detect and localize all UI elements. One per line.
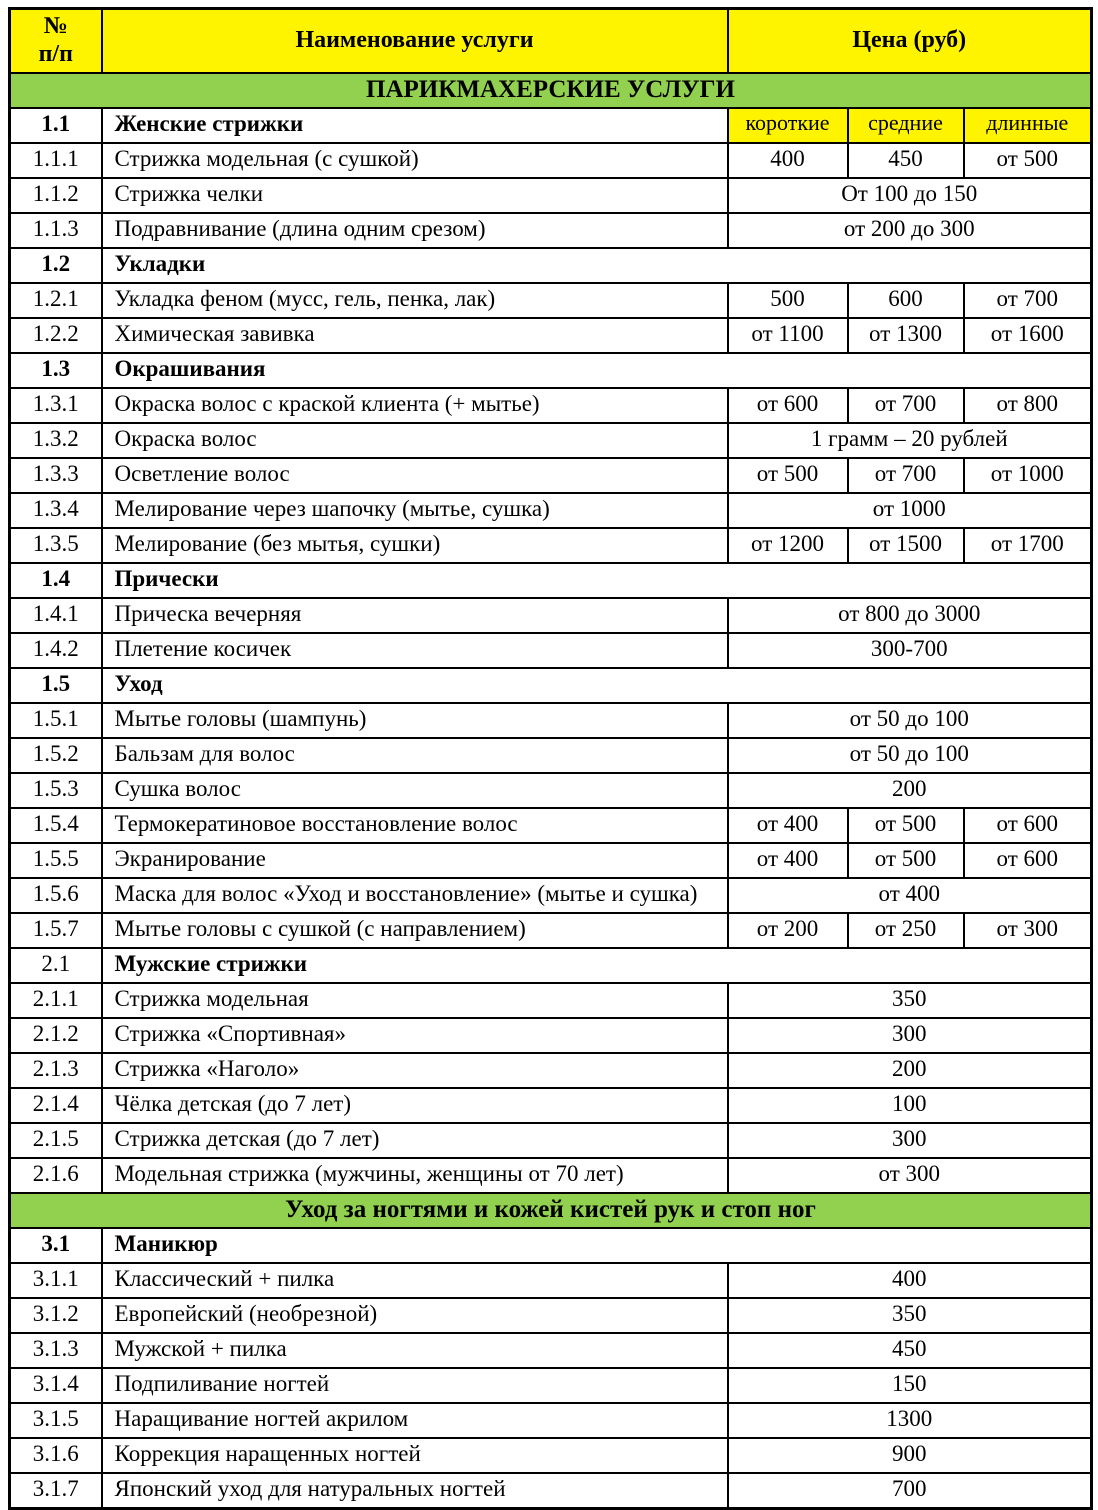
table-row [10, 178, 1092, 213]
price-cell: от 400 [728, 808, 848, 843]
table-row [10, 1473, 1092, 1509]
table-row [10, 1158, 1092, 1193]
price-cell: от 400 [728, 878, 1092, 913]
price-table-body [10, 73, 1092, 1509]
service-name-cell: Стрижка модельная [102, 983, 728, 1018]
row-number-cell: 2.1.4 [10, 1088, 102, 1123]
row-number-cell: 3.1.2 [10, 1298, 102, 1333]
price-cell: от 800 до 3000 [728, 598, 1092, 633]
row-number-cell: 1.4.2 [10, 633, 102, 668]
service-name-cell: Стрижка детская (до 7 лет) [102, 1123, 728, 1158]
group-name-cell: Укладки [102, 248, 1092, 283]
price-cell: 300 [728, 1018, 1092, 1053]
price-cell: 400 [728, 143, 848, 178]
price-cell: от 250 [848, 913, 964, 948]
price-cell: от 200 до 300 [728, 213, 1092, 248]
price-subheader-cell: короткие [728, 108, 848, 143]
table-row [10, 703, 1092, 738]
table-row [10, 388, 1092, 423]
table-row [10, 598, 1092, 633]
row-number-cell: 1.5.1 [10, 703, 102, 738]
group-name-cell: Уход [102, 668, 1092, 703]
price-cell: От 100 до 150 [728, 178, 1092, 213]
service-name-cell: Укладка феном (мусс, гель, пенка, лак) [102, 283, 728, 318]
service-name-cell: Европейский (необрезной) [102, 1298, 728, 1333]
service-name-cell: Подпиливание ногтей [102, 1368, 728, 1403]
table-row [10, 948, 1092, 983]
table-row [10, 1053, 1092, 1088]
table-row [10, 108, 1092, 143]
price-cell: от 50 до 100 [728, 738, 1092, 773]
table-row [10, 248, 1092, 283]
row-number-cell: 1.5.7 [10, 913, 102, 948]
price-cell: от 600 [728, 388, 848, 423]
service-name-cell: Наращивание ногтей акрилом [102, 1403, 728, 1438]
row-number-cell: 1.1.3 [10, 213, 102, 248]
table-row [10, 1018, 1092, 1053]
table-row [10, 1368, 1092, 1403]
price-cell: 900 [728, 1438, 1092, 1473]
table-row [10, 493, 1092, 528]
table-row [10, 843, 1092, 878]
group-name-cell: Окрашивания [102, 353, 1092, 388]
row-number-cell: 1.3 [10, 353, 102, 388]
service-name-cell: Сушка волос [102, 773, 728, 808]
row-number-cell: 1.5.5 [10, 843, 102, 878]
price-cell: 300 [728, 1123, 1092, 1158]
price-cell: 100 [728, 1088, 1092, 1123]
price-cell: от 1300 [848, 318, 964, 353]
col-header-service-name: Наименование услуги [102, 9, 728, 74]
price-cell: от 700 [964, 283, 1092, 318]
price-cell: от 500 [728, 458, 848, 493]
row-number-cell: 1.2 [10, 248, 102, 283]
price-cell: 200 [728, 1053, 1092, 1088]
section-banner: ПАРИКМАХЕРСКИЕ УСЛУГИ [10, 73, 1092, 108]
price-subheader-cell: средние [848, 108, 964, 143]
price-cell: от 300 [728, 1158, 1092, 1193]
service-name-cell: Осветление волос [102, 458, 728, 493]
service-name-cell: Окраска волос с краской клиента (+ мытье) [102, 388, 728, 423]
row-number-cell: 1.1 [10, 108, 102, 143]
price-cell: от 200 [728, 913, 848, 948]
price-table [8, 7, 1093, 1510]
service-name-cell: Мытье головы с сушкой (с направлением) [102, 913, 728, 948]
price-cell: 1 грамм – 20 рублей [728, 423, 1092, 458]
service-name-cell: Прическа вечерняя [102, 598, 728, 633]
table-row [10, 283, 1092, 318]
service-name-cell: Чёлка детская (до 7 лет) [102, 1088, 728, 1123]
row-number-cell: 3.1.4 [10, 1368, 102, 1403]
row-number-cell: 1.4 [10, 563, 102, 598]
price-cell: 300-700 [728, 633, 1092, 668]
price-cell: от 500 [848, 808, 964, 843]
row-number-cell: 2.1.1 [10, 983, 102, 1018]
table-row [10, 143, 1092, 178]
price-cell: от 400 [728, 843, 848, 878]
price-cell: 450 [848, 143, 964, 178]
row-number-cell: 3.1.7 [10, 1473, 102, 1509]
table-row [10, 1228, 1092, 1263]
col-header-price: Цена (руб) [728, 9, 1092, 74]
price-cell: 700 [728, 1473, 1092, 1509]
price-cell: 450 [728, 1333, 1092, 1368]
price-cell: от 1100 [728, 318, 848, 353]
price-cell: от 700 [848, 388, 964, 423]
table-row [10, 738, 1092, 773]
row-number-cell: 1.5.2 [10, 738, 102, 773]
row-number-cell: 1.5.3 [10, 773, 102, 808]
price-cell: 350 [728, 1298, 1092, 1333]
row-number-cell: 1.1.2 [10, 178, 102, 213]
service-name-cell: Стрижка «Наголо» [102, 1053, 728, 1088]
table-row [10, 528, 1092, 563]
row-number-cell: 2.1.6 [10, 1158, 102, 1193]
section-banner: Уход за ногтями и кожей кистей рук и стоп ног [10, 1193, 1092, 1228]
table-row [10, 773, 1092, 808]
table-row [10, 668, 1092, 703]
row-number-cell: 3.1 [10, 1228, 102, 1263]
price-cell: от 1200 [728, 528, 848, 563]
group-name-cell: Маникюр [102, 1228, 1092, 1263]
table-row [10, 983, 1092, 1018]
row-number-cell: 1.3.4 [10, 493, 102, 528]
table-row [10, 808, 1092, 843]
service-name-cell: Бальзам для волос [102, 738, 728, 773]
price-cell: от 1600 [964, 318, 1092, 353]
table-row [10, 1263, 1092, 1298]
price-cell: 350 [728, 983, 1092, 1018]
price-cell: от 300 [964, 913, 1092, 948]
row-number-cell: 2.1 [10, 948, 102, 983]
price-cell: 600 [848, 283, 964, 318]
row-number-cell: 1.1.1 [10, 143, 102, 178]
row-number-cell: 3.1.3 [10, 1333, 102, 1368]
row-number-cell: 1.3.1 [10, 388, 102, 423]
service-name-cell: Окраска волос [102, 423, 728, 458]
row-number-cell: 2.1.3 [10, 1053, 102, 1088]
service-name-cell: Коррекция наращенных ногтей [102, 1438, 728, 1473]
col-header-number [10, 9, 102, 74]
service-name-cell: Плетение косичек [102, 633, 728, 668]
row-number-cell: 1.5 [10, 668, 102, 703]
price-cell: от 500 [964, 143, 1092, 178]
table-row [10, 1333, 1092, 1368]
row-number-cell: 2.1.2 [10, 1018, 102, 1053]
table-row [10, 1438, 1092, 1473]
price-cell: от 1000 [964, 458, 1092, 493]
price-cell: 1300 [728, 1403, 1092, 1438]
table-row [10, 913, 1092, 948]
row-number-cell: 1.3.2 [10, 423, 102, 458]
price-table-header [10, 9, 1092, 74]
header-row [10, 9, 1092, 74]
price-cell: 150 [728, 1368, 1092, 1403]
service-name-cell: Стрижка модельная (с сушкой) [102, 143, 728, 178]
section-banner-row [10, 73, 1092, 108]
table-row [10, 633, 1092, 668]
group-name-cell: Мужские стрижки [102, 948, 1092, 983]
price-cell: 200 [728, 773, 1092, 808]
price-cell: 500 [728, 283, 848, 318]
price-cell: от 1500 [848, 528, 964, 563]
service-name-cell: Химическая завивка [102, 318, 728, 353]
table-row [10, 458, 1092, 493]
price-cell: от 500 [848, 843, 964, 878]
service-name-cell: Стрижка челки [102, 178, 728, 213]
col-header-number-line2: п/п [38, 41, 73, 67]
price-cell: от 1000 [728, 493, 1092, 528]
service-name-cell: Мужской + пилка [102, 1333, 728, 1368]
row-number-cell: 1.5.6 [10, 878, 102, 913]
table-row [10, 1088, 1092, 1123]
table-row [10, 353, 1092, 388]
row-number-cell: 1.2.2 [10, 318, 102, 353]
row-number-cell: 1.2.1 [10, 283, 102, 318]
service-name-cell: Маска для волос «Уход и восстановление» (мытье и сушка) [102, 878, 728, 913]
col-header-number-line1: № [43, 13, 68, 40]
service-name-cell: Модельная стрижка (мужчины, женщины от 70 лет) [102, 1158, 728, 1193]
service-name-cell: Подравнивание (длина одним срезом) [102, 213, 728, 248]
service-name-cell: Классический + пилка [102, 1263, 728, 1298]
row-number-cell: 3.1.5 [10, 1403, 102, 1438]
table-row [10, 213, 1092, 248]
row-number-cell: 3.1.1 [10, 1263, 102, 1298]
service-name-cell: Мелирование через шапочку (мытье, сушка) [102, 493, 728, 528]
service-name-cell: Мытье головы (шампунь) [102, 703, 728, 738]
group-name-cell: Прически [102, 563, 1092, 598]
section-banner-row [10, 1193, 1092, 1228]
price-subheader-cell: длинные [964, 108, 1092, 143]
row-number-cell: 3.1.6 [10, 1438, 102, 1473]
table-row [10, 878, 1092, 913]
service-name-cell: Экранирование [102, 843, 728, 878]
table-row [10, 423, 1092, 458]
row-number-cell: 1.3.3 [10, 458, 102, 493]
row-number-cell: 1.5.4 [10, 808, 102, 843]
service-name-cell: Японский уход для натуральных ногтей [102, 1473, 728, 1509]
price-cell: от 800 [964, 388, 1092, 423]
table-row [10, 563, 1092, 598]
row-number-cell: 1.4.1 [10, 598, 102, 633]
table-row [10, 1403, 1092, 1438]
price-cell: от 600 [964, 843, 1092, 878]
group-name-cell: Женские стрижки [102, 108, 728, 143]
price-cell: 400 [728, 1263, 1092, 1298]
price-cell: от 600 [964, 808, 1092, 843]
row-number-cell: 2.1.5 [10, 1123, 102, 1158]
table-row [10, 1298, 1092, 1333]
price-cell: от 50 до 100 [728, 703, 1092, 738]
price-cell: от 1700 [964, 528, 1092, 563]
service-name-cell: Мелирование (без мытья, сушки) [102, 528, 728, 563]
row-number-cell: 1.3.5 [10, 528, 102, 563]
table-row [10, 1123, 1092, 1158]
service-name-cell: Стрижка «Спортивная» [102, 1018, 728, 1053]
price-cell: от 700 [848, 458, 964, 493]
table-row [10, 318, 1092, 353]
service-name-cell: Термокератиновое восстановление волос [102, 808, 728, 843]
